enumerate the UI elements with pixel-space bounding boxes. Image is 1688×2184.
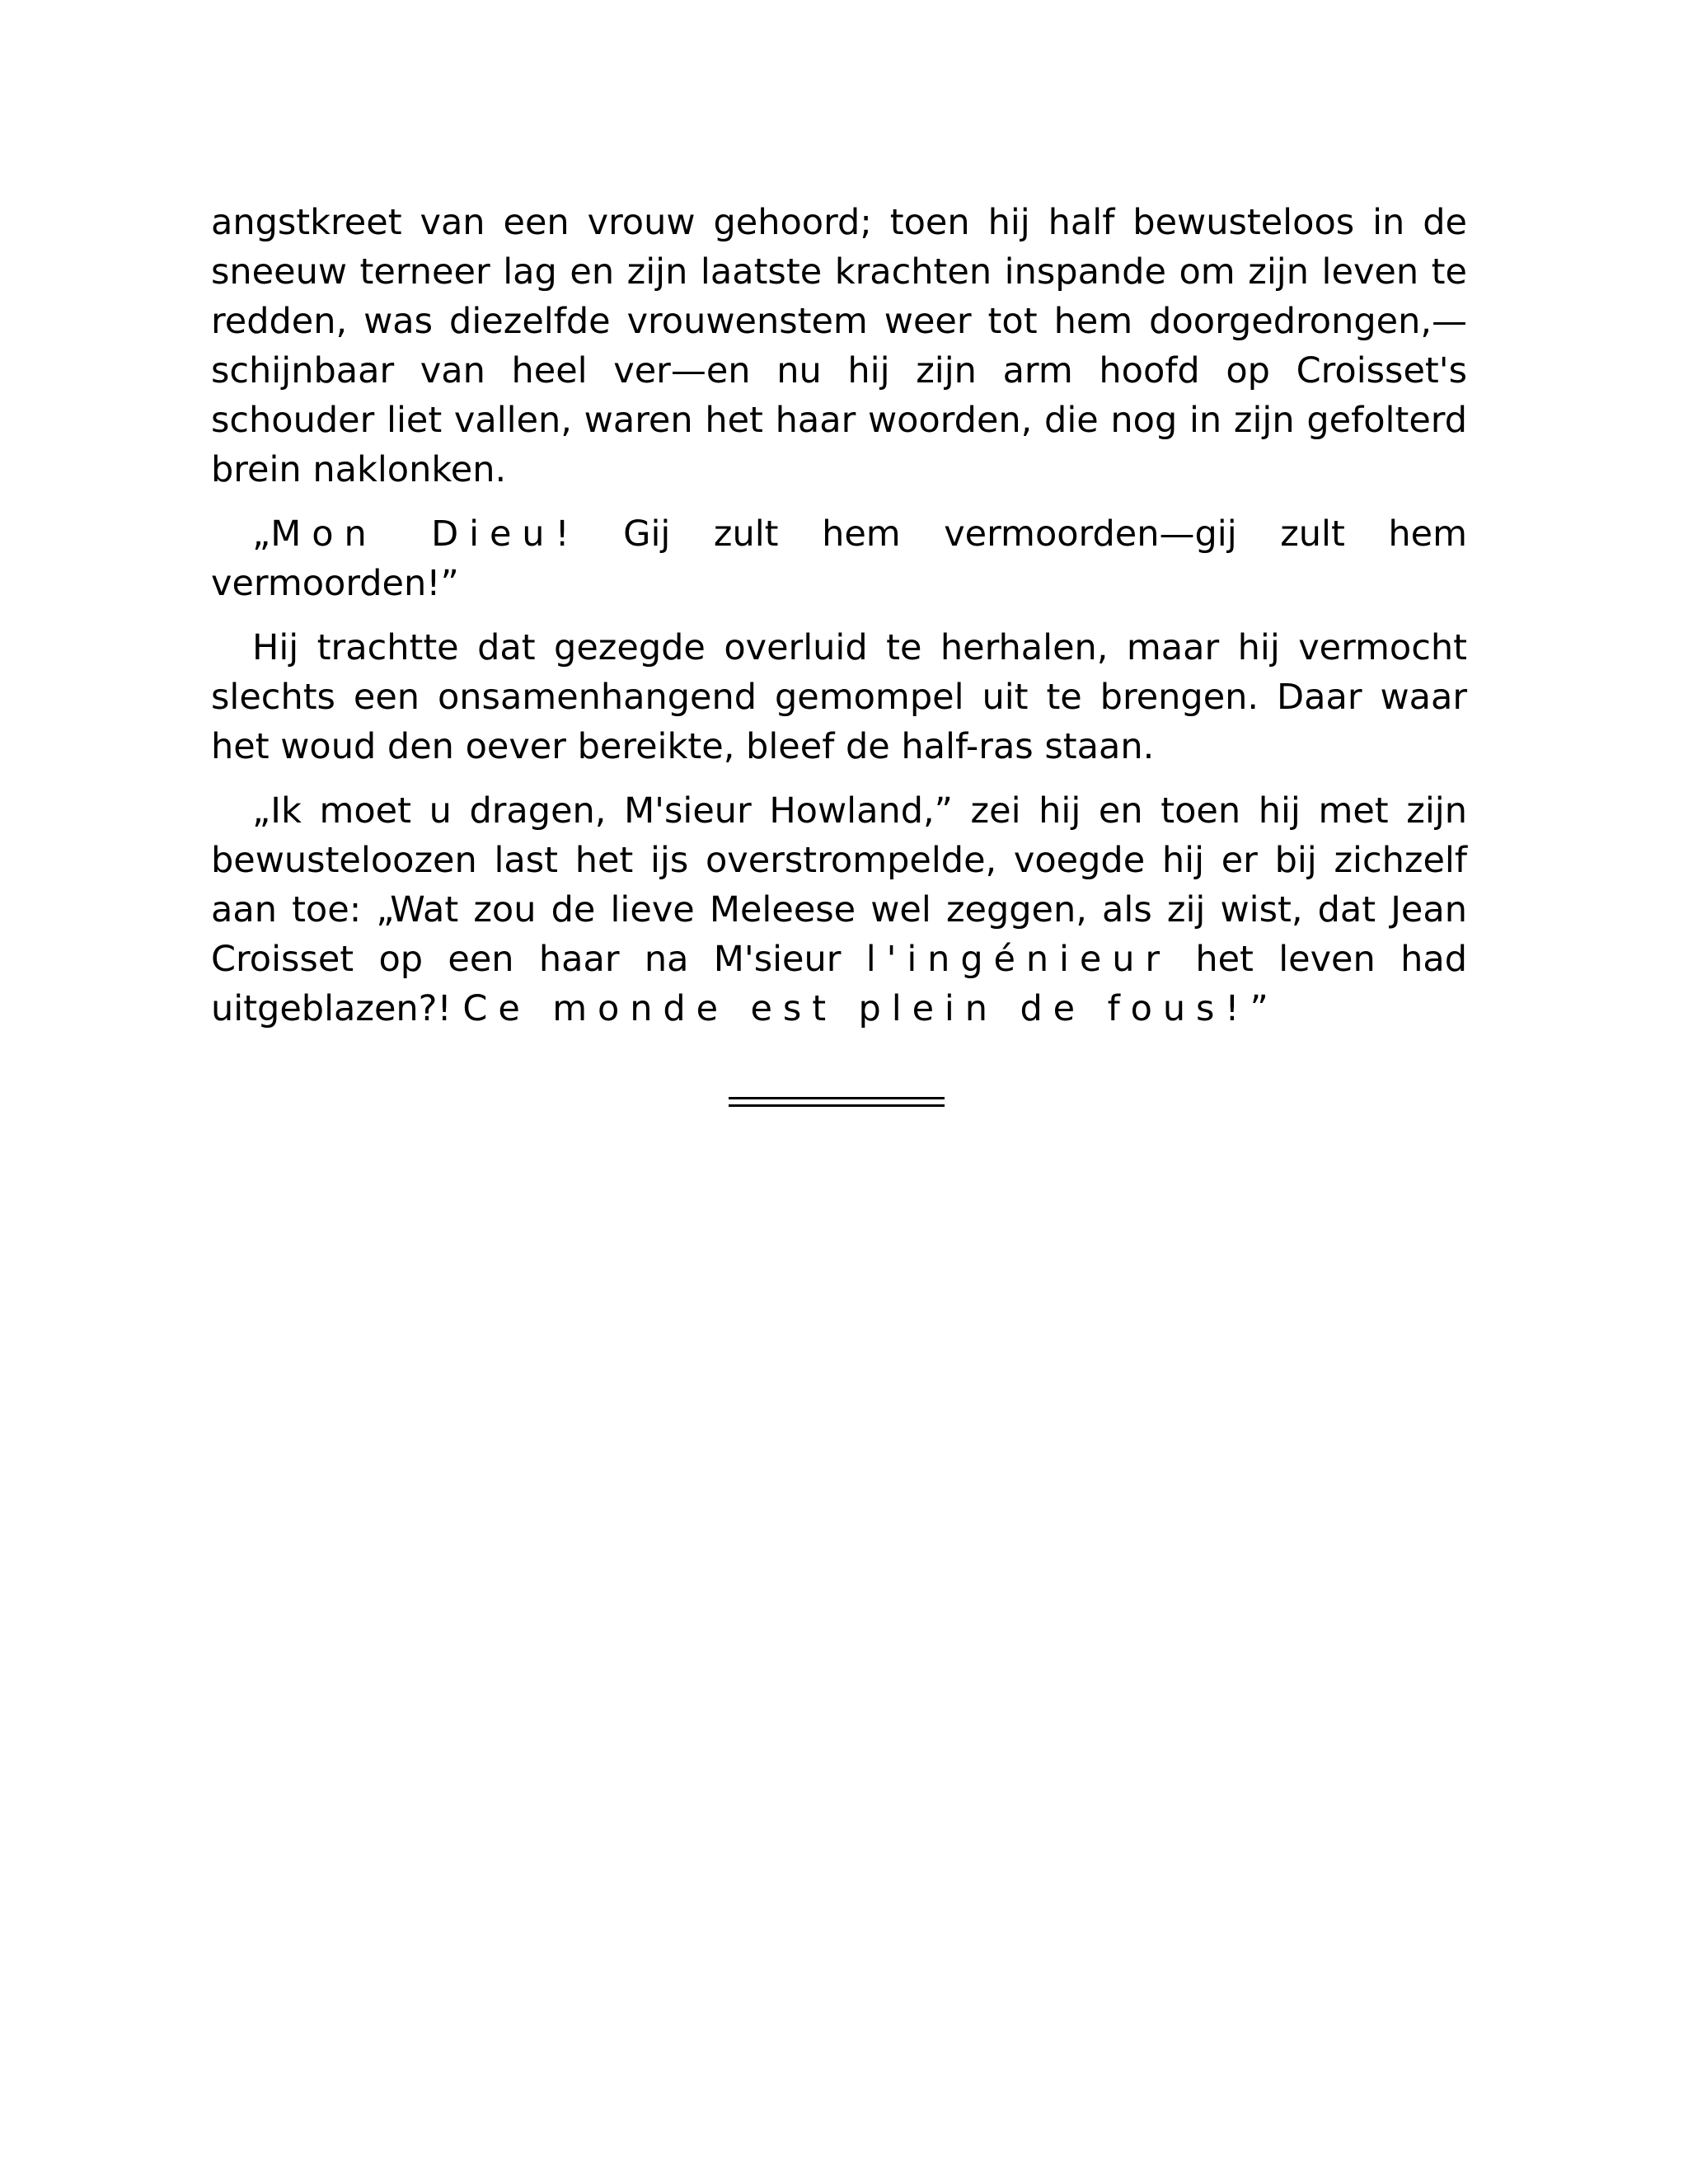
paragraph-1 bbox=[211, 198, 1467, 494]
paragraph-3-text: Hij trachtte dat gezegde overluid te herhalen, maar hij vermocht slechts een onsamenhangend gemompel uit te brengen. Daar waar het woud den oever bereikte, bleef de half-ras staan. bbox=[211, 627, 1467, 767]
book-text bbox=[211, 198, 1467, 1048]
paragraph-4 bbox=[211, 786, 1467, 1033]
paragraph-1-text: angstkreet van een vrouw gehoord; toen hij half bewusteloos in de sneeuw terneer lag en zijn laatste krachten inspande om zijn leven te redden, was diezelfde vrouwenstem weer tot hem doorgedrongen,—schijnbaar van heel ver—en nu hij zijn arm hoofd op Croisset's schouder liet vallen, waren het haar woorden, die nog in zijn gefolterd brein naklonken. bbox=[211, 202, 1467, 490]
paragraph-2 bbox=[211, 509, 1467, 608]
paragraph-4-text-cont: het leven had uitgeblazen?! bbox=[211, 939, 1467, 1029]
quote-open: „ bbox=[252, 513, 271, 555]
quote-close: ” bbox=[1250, 988, 1268, 1029]
spaced-french-phrase: Mon Dieu! bbox=[270, 513, 580, 555]
spaced-french-word: l'ingénieur bbox=[865, 939, 1170, 980]
paragraph-2-text: Gij zult hem vermoorden—gij zult hem vermoorden!” bbox=[211, 513, 1467, 604]
spaced-french-sentence: Ce monde est plein de fous! bbox=[462, 988, 1250, 1029]
section-divider bbox=[729, 1097, 945, 1107]
paragraph-3 bbox=[211, 623, 1467, 771]
paragraph-4-text: „Ik moet u dragen, M'sieur Howland,” zei hij en toen hij met zijn bewusteloozen last het ijs overstrompelde, voegde hij er bij zichzelf aan toe: „Wat zou de lieve Meleese wel zeggen, als zij wist, dat Jean Croisset op een haar na M'sieur bbox=[211, 790, 1467, 980]
